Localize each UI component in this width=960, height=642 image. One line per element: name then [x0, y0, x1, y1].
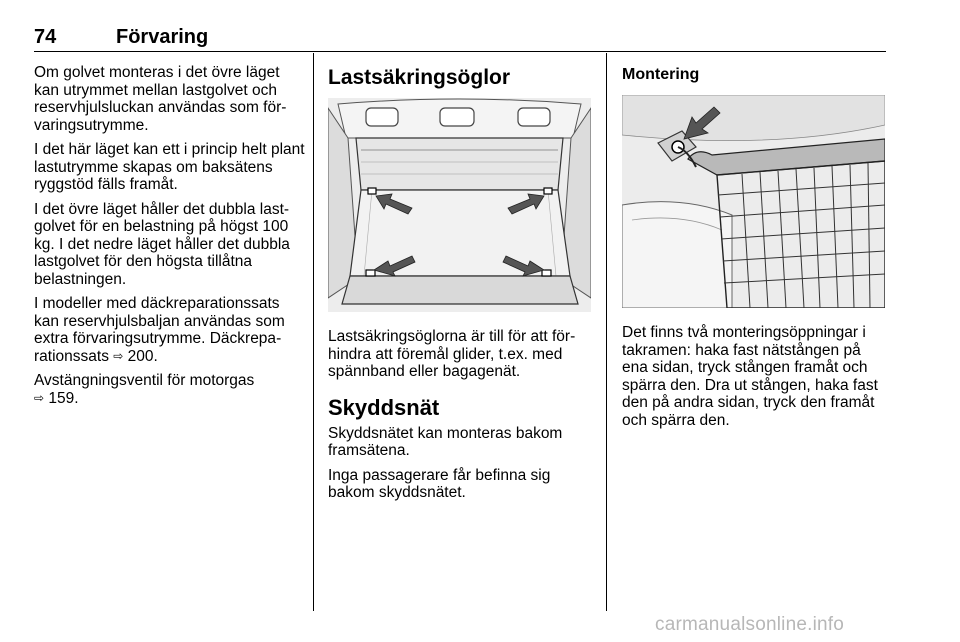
column-3 — [622, 66, 886, 84]
paragraph-tyre-repair — [34, 295, 306, 365]
header-rule — [34, 51, 886, 52]
tyre-repair-text: I modeller med däckreparationssats kan reservhjulsbaljan användas som extra förvaringsutrymme. Däckreparationssats — [34, 295, 285, 365]
gas-valve-text: Avstängningsventil för motorgas — [34, 372, 255, 389]
arrow-reference-icon: ⇨ — [113, 348, 124, 363]
gas-valve-ref[interactable]: 159. — [48, 389, 79, 407]
column-3-body — [622, 324, 888, 436]
net-mounting-illustration — [622, 95, 885, 308]
tyre-repair-ref[interactable]: 200. — [127, 347, 158, 365]
paragraph-flat-load: I det här läget kan ett i princip helt plant lastutrymme skapas om baksätens ryggstöd fälls framåt. — [34, 141, 305, 193]
page-number: 74 — [34, 26, 57, 48]
paragraph-gas-valve — [34, 372, 306, 407]
chapter-title: Förvaring — [116, 26, 209, 48]
paragraph-floor-upper: Om golvet monteras i det övre läget kan utrymmet mellan lastgolvet och reservhjulsluckan användas som förvaringsutrymme. — [34, 64, 287, 134]
arrow-reference-icon: ⇨ — [34, 390, 45, 405]
column-divider-1 — [313, 53, 314, 611]
column-2 — [328, 66, 590, 90]
paragraph-mounting-steps: Det finns två monteringsöppningar i takramen: haka fast nätstången på ena sidan, tryck stången framåt och spärra den. Dra ut stången, haka fast den på andra sidan, tryck den framåt och spärra den. — [622, 324, 878, 429]
watermark: carmanualsonline.info — [655, 614, 845, 635]
heading-safety-net: Skyddsnät — [328, 394, 440, 420]
figure-net-mounting — [622, 95, 885, 308]
caption-lashing-eyes: Lastsäkringsöglorna är till för att förhindra att föremål glider, t.ex. med spännband eller bagagenät. — [328, 328, 576, 380]
cargo-area-illustration — [328, 98, 591, 312]
paragraph-load-limit: I det övre läget håller det dubbla lastgolvet för en belastning på högst 100 kg. I det nedre läget håller det dubbla lastgolvet för den högsta tillåtna belastningen. — [34, 200, 290, 288]
page-header — [34, 26, 886, 50]
column-2-body — [328, 328, 590, 509]
figure-cargo-area — [328, 98, 591, 312]
heading-lashing-eyes: Lastsäkringsöglor — [328, 66, 511, 89]
heading-mounting: Montering — [622, 66, 700, 83]
column-1 — [34, 64, 306, 414]
paragraph-net-mounting: Skyddsnätet kan monteras bakom framsätena. — [328, 424, 563, 459]
paragraph-net-passengers: Inga passagerare får befinna sig bakom skyddsnätet. — [328, 466, 551, 501]
column-divider-2 — [606, 53, 607, 611]
